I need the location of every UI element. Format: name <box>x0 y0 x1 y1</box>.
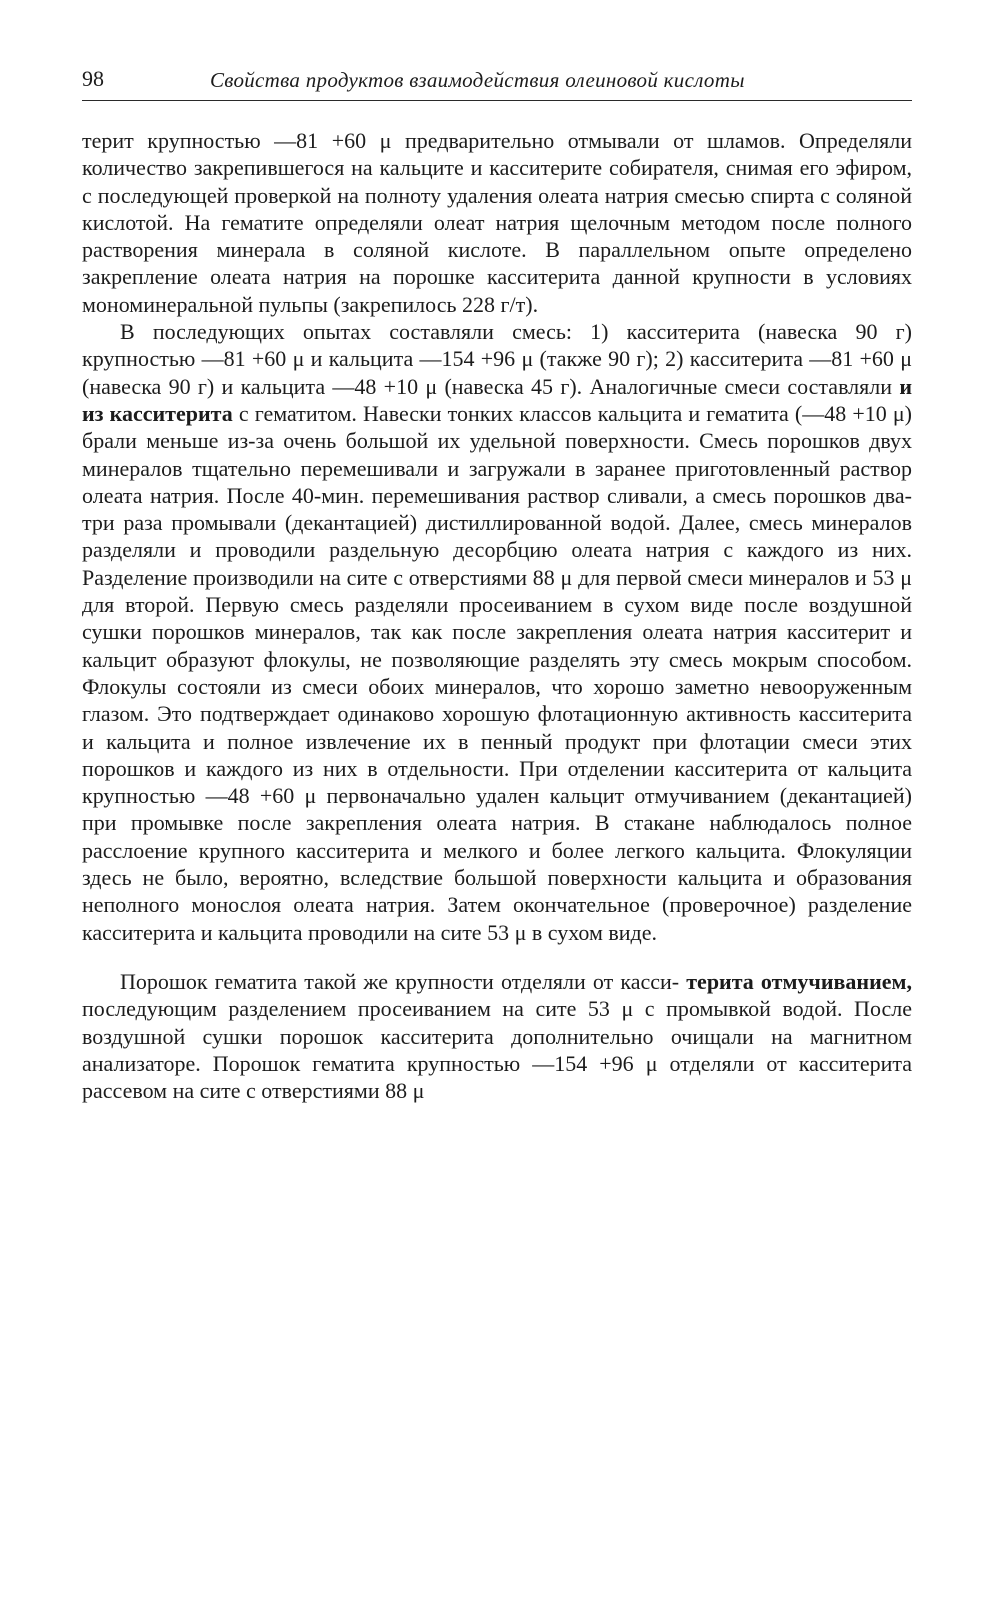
running-title: Свойства продуктов взаимодействия олеиновой кислоты <box>210 68 745 92</box>
paragraph-mixtures-text-end: с гематитом. Навески тонких классов кальцита и гематита (—48 +10 μ) брали меньше из-за очень большой их удельной поверхности. Смесь порошков двух минералов тщательно перемешивали и загружали в заранее приготовленный раствор олеата натрия. После 40-мин. перемешивания раствор сливали, а смесь порошков два-три раза промывали (декантацией) дистиллированной водой. Далее, смесь минералов разделяли и проводили раздельную десорбцию олеата натрия с каждого из них. Разделение производили на сите с отверстиями 88 μ для первой смеси минералов и 53 μ для второй. Первую смесь разделяли просеиванием в сухом виде после воздушной сушки порошков минералов, так как после закрепления олеата натрия касситерит и кальцит образуют флокулы, не позволяющие разделять эту смесь мокрым способом. Флокулы состояли из смеси обоих минералов, что хорошо заметно невооруженным глазом. Это подтверждает одинаково хорошую флотационную активность касситерита и кальцита и полное извлечение их в пенный продукт при флотации смеси этих порошков и каждого из них в отдельности. При отделении касситерита от кальцита крупностью —48 +60 μ первоначально удален кальцит отмучиванием (декантацией) при промывке после закрепления олеата натрия. В стакане наблюдалось полное расслоение крупного касситерита и мелкого и более легкого кальцита. Флокуляции здесь не было, вероятно, вследствие большой поверхности кальцита и образования неполного монослоя олеата натрия. Затем окончательное (проверочное) разделение касситерита и кальцита проводили на сите 53 μ в сухом виде. <box>82 400 913 945</box>
paragraph-hematite <box>82 968 912 1104</box>
paragraph-mixtures <box>82 318 912 946</box>
body-text <box>82 127 912 1104</box>
paragraph-mixtures-bold: и из касситерита <box>82 373 912 426</box>
page-number: 98 <box>82 66 104 91</box>
paragraph-hematite-text-start: Порошок гематита такой же крупности отделяли от касси- <box>120 968 680 994</box>
paragraph-mixtures-text-start: В последующих опытах составляли смесь: 1) касситерита (навеска 90 г) крупностью —81 +60 μ и кальцита —154 +96 μ (также 90 г); 2) касситерита —81 +60 μ (навеска 90 г) и кальцита —48 +10 μ (навеска 45 г). Аналогичные смеси составляли <box>82 319 912 399</box>
book-page <box>82 60 912 1104</box>
paragraph-hematite-text-end: последующим разделением просеиванием на сите 53 μ с промывкой водой. После воздушной сушки порошок касситерита дополнительно очищали на магнитном анализаторе. Порошок гематита крупностью —154 +96 μ отделяли от касситерита рассевом на сите с отверстиями 88 μ <box>82 996 912 1104</box>
running-head <box>82 60 912 101</box>
paragraph-hematite-bold: терита отмучиванием, <box>686 968 912 994</box>
paragraph-continued: терит крупностью —81 +60 μ предварительно отмывали от шламов. Определяли количество закрепившегося на кальците и касситерите собирателя, снимая его эфиром, с последующей проверкой на полноту удаления олеата натрия смесью спирта с соляной кислотой. На гематите определяли олеат натрия щелочным методом после полного растворения минерала в соляной кислоте. В параллельном опыте определено закрепление олеата натрия на порошке касситерита данной крупности в условиях мономинеральной пульпы (закрепилось 228 г/т). <box>82 128 912 317</box>
